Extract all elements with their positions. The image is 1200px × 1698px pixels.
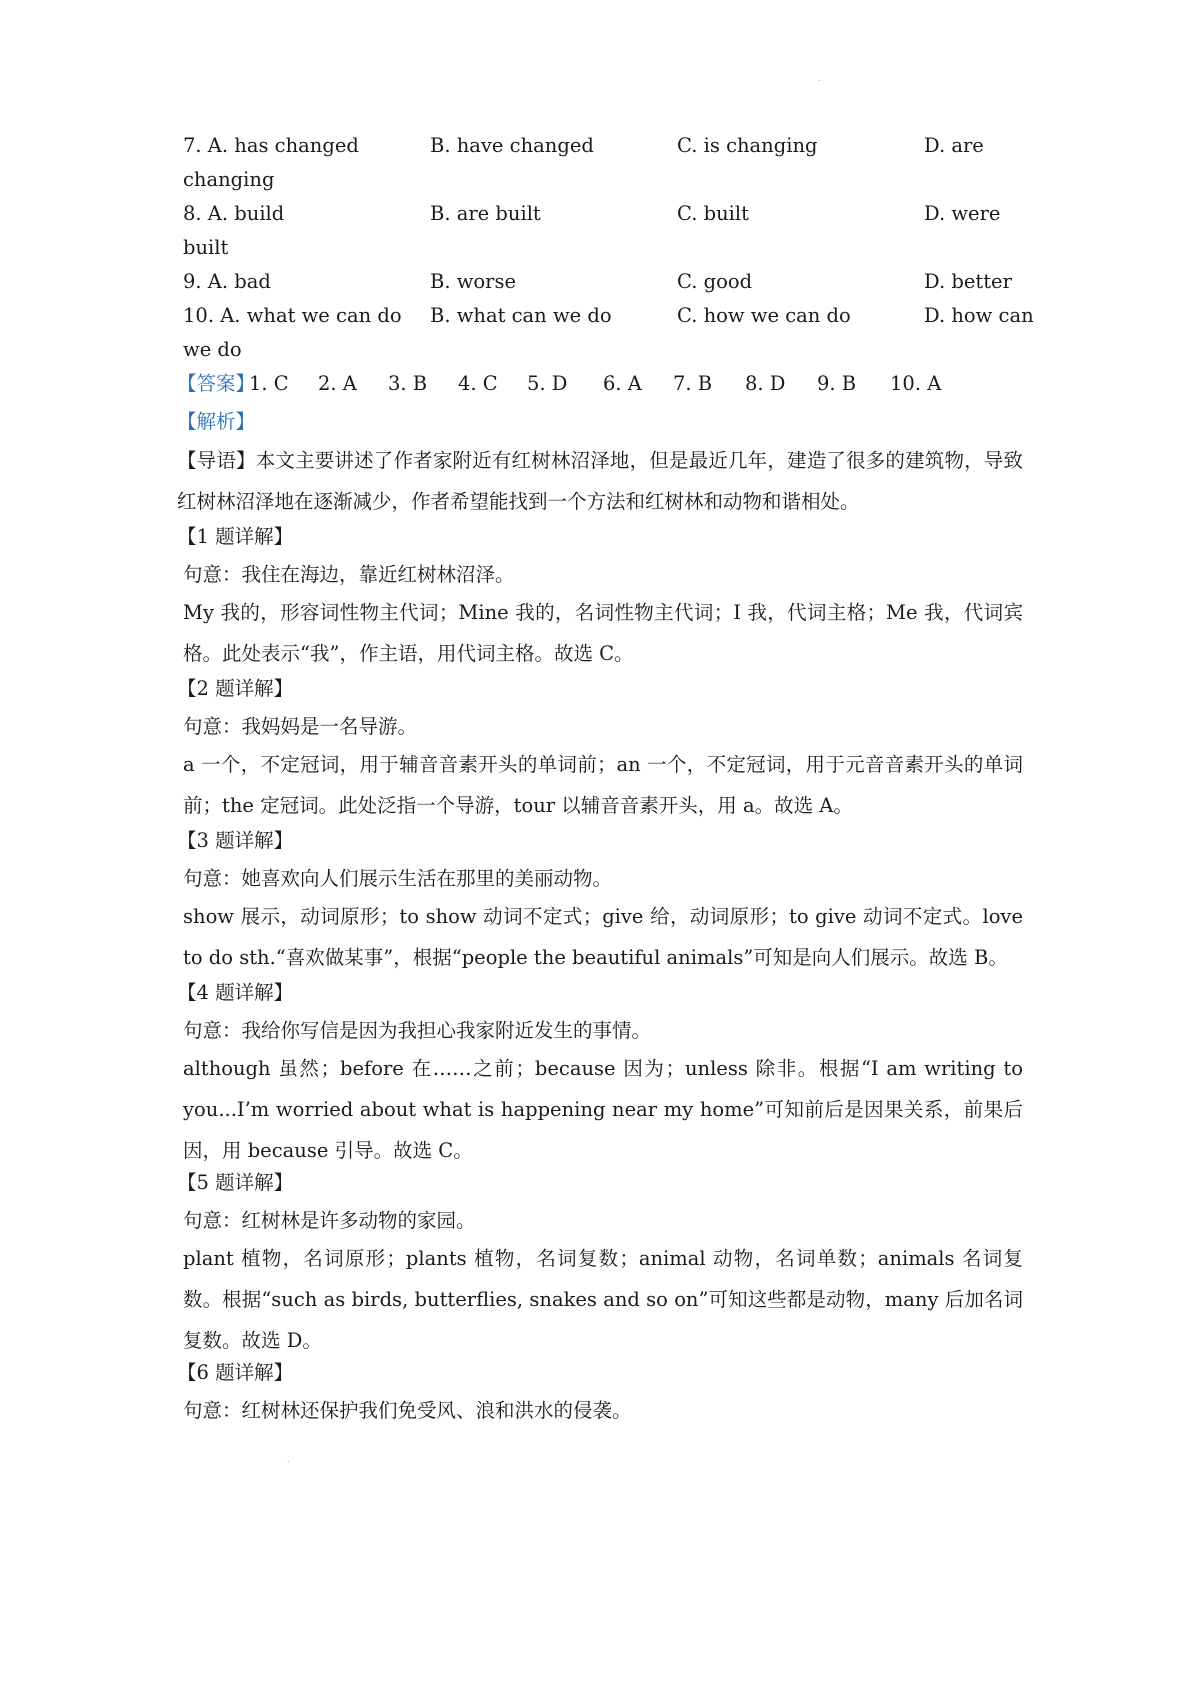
option-d: D. are [924,134,984,157]
detail-meaning: 句意：红树林是许多动物的家园。 [183,1209,476,1232]
answer-item: 4. C [458,372,498,395]
question-10-wrap: we do [183,338,242,361]
detail-title: 【3 题详解】 [177,829,294,852]
detail-title: 【6 题详解】 [177,1361,294,1384]
intro-paragraph: 【导语】本文主要讲述了作者家附近有红树林沼泽地，但是最近几年，建造了很多的建筑物，导致红树林沼泽地在逐渐减少，作者希望能找到一个方法和红树林和动物和谐相处。 [177,449,1023,513]
option-c: C. how we can do [677,304,851,327]
answer-item: 9. B [817,372,857,395]
option-b: B. have changed [430,134,594,157]
detail-meaning: 句意：红树林还保护我们免受风、浪和洪水的侵袭。 [183,1399,632,1422]
analysis-label: 【解析】 [177,410,256,433]
answer-item: 6. A [603,372,642,395]
detail-explain: My 我的，形容词性物主代词；Mine 我的，名词性物主代词；I 我，代词主格；Me 我，代词宾格。此处表示“我”，作主语，用代词主格。故选 C。 [183,601,1023,665]
option-b: B. what can we do [430,304,612,327]
answer-item: 1. C [249,372,289,395]
option-a: 7. A. has changed [183,134,359,157]
detail-explain: plant 植物，名词原形；plants 植物，名词复数；animal 动物，名词单数；animals 名词复数。根据“such as birds, butterflies, snakes and so on”可知这些都是动物，many 后加名词复数。故选 D。 [183,1247,1023,1352]
option-d: D. how can [924,304,1034,327]
answer-item: 5. D [527,372,568,395]
detail-title: 【4 题详解】 [177,981,294,1004]
detail-meaning: 句意：我给你写信是因为我担心我家附近发生的事情。 [183,1019,652,1042]
detail-title: 【2 题详解】 [177,677,294,700]
answer-item: 8. D [745,372,786,395]
question-7-wrap: changing [183,168,275,191]
option-a: 10. A. what we can do [183,304,402,327]
detail-explain: a 一个，不定冠词，用于辅音音素开头的单词前；an 一个，不定冠词，用于元音音素开头的单词前；the 定冠词。此处泛指一个导游，tour 以辅音音素开头，用 a。故选 A。 [183,753,1023,817]
option-c: C. is changing [677,134,818,157]
option-c: C. good [677,270,753,293]
option-b: B. are built [430,202,541,225]
option-c: C. built [677,202,749,225]
detail-explain: show 展示，动词原形；to show 动词不定式；give 给，动词原形；to give 动词不定式。love to do sth.“喜欢做某事”，根据“people the beautiful animals”可知是向人们展示。故选 B。 [183,905,1023,969]
answer-item: 10. A [890,372,942,395]
option-d: D. better [924,270,1012,293]
detail-explain: although 虽然；before 在……之前；because 因为；unless 除非。根据“I am writing to you...I’m worried about what is happening near my home”可知前后是因果关系，前果后因，用 because 引导。故选 C。 [183,1057,1023,1162]
question-8-wrap: built [183,236,229,259]
detail-meaning: 句意：我妈妈是一名导游。 [183,715,418,738]
answer-item: 3. B [388,372,428,395]
detail-meaning: 句意：她喜欢向人们展示生活在那里的美丽动物。 [183,867,613,890]
option-d: D. were [924,202,1001,225]
answer-label: 【答案】 [177,372,256,395]
option-b: B. worse [430,270,517,293]
detail-title: 【1 题详解】 [177,525,294,548]
option-a: 8. A. build [183,202,285,225]
answer-item: 7. B [673,372,713,395]
detail-meaning: 句意：我住在海边，靠近红树林沼泽。 [183,563,515,586]
answer-item: 2. A [318,372,357,395]
detail-title: 【5 题详解】 [177,1171,294,1194]
option-a: 9. A. bad [183,270,271,293]
